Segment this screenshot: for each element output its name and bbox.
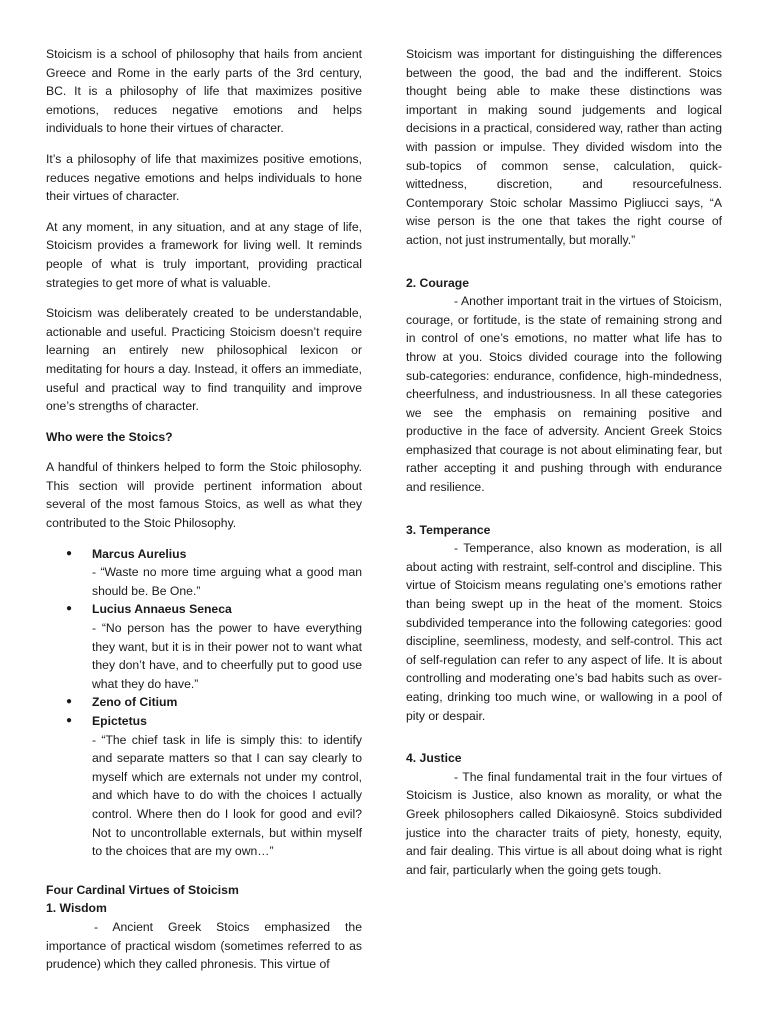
who-heading: Who were the Stoics? (46, 429, 173, 444)
intro-paragraph-4: Stoicism was deliberately created to be understandable, actionable and useful. Practicing Stoicism doesn’t require learning an entirely new philosophical lexicon or meditating for hours a day. Instead, it offers an immediate, useful and practical way to find tranquility and improve one’s strengths of character. (46, 306, 362, 414)
intro-paragraph-2: It’s a philosophy of life that maximizes positive emotions, reduces negative emotions and helps individuals to hone their virtues of character. (46, 151, 362, 204)
stoic-name: Lucius Annaeus Seneca (92, 602, 232, 617)
bullet-icon: ● (66, 603, 73, 615)
stoic-name: Epictetus (92, 714, 147, 728)
list-item (46, 600, 362, 693)
list-item (46, 693, 362, 712)
list-item (46, 545, 362, 601)
intro-paragraph-1: Stoicism is a school of philosophy that hails from ancient Greece and Rome in the early parts of the 3rd century, BC. It is a philosophy of life that maximizes positive emotions, reduces negative emotions and helps individuals to hone their virtues of character. (46, 47, 362, 136)
temperance-text: - Temperance, also known as moderation, is all about acting with restraint, self-control and discipline. This virtue of Stoicism means regulating one’s emotions rather than being swept up in the heat of the moment. Stoics subdivided temperance into the following categories: good discipline, seemliness, modesty, and self-control. This act of self-regulation can refer to any aspect of life. It is about controlling and moderating one’s bad habits such as over-eating, drinking too much wine, or wallowing in a pool of pity or despair. (406, 541, 722, 723)
stoic-name: Zeno of Citium (92, 695, 178, 710)
stoic-quote: - “The chief task in life is simply this: to identify and separate matters so that I can say clearly to myself which are externals not under my control, and which have to do with the choices I actually control. Where then do I look for good and evil? Not to uncontrollable externals, but within myself to the choices that are my own…” (92, 732, 362, 859)
courage-text: - Another important trait in the virtues of Stoicism, courage, or fortitude, is the state of remaining strong and in control of one’s emotions, no matter what life has to throw at you. Stoics divided courage into the following sub-categories: endurance, confidence, high-mindedness, cheerfulness, and industriousness. In all these categories we see the emphasis on remaining positive and productive in the face of adversity. Ancient Greek Stoics emphasized that courage is not about eliminating fear, but rather accepting it and pushing through with endurance and resilience. (406, 294, 722, 495)
stoic-quote: - “Waste no more time arguing what a good man should be. Be One.” (92, 565, 362, 598)
wisdom-text-left: - Ancient Greek Stoics emphasized the importance of practical wisdom (sometimes referred to as prudence) which they called phronesis. This virtue of (46, 919, 362, 972)
right-column (406, 45, 722, 903)
justice-title: 4. Justice (406, 751, 462, 766)
intro-paragraph-3: At any moment, in any situation, and at any stage of life, Stoicism provides a framework for living well. It reminds people of what is truly important, providing practical strategies to get more of what is valuable. (46, 219, 362, 290)
wisdom-title: 1. Wisdom (46, 901, 107, 916)
bullet-icon: ● (66, 547, 73, 559)
stoics-list (46, 545, 362, 861)
temperance-title: 3. Temperance (406, 522, 491, 537)
stoic-name: Marcus Aurelius (92, 546, 187, 561)
who-paragraph: A handful of thinkers helped to form the Stoic philosophy. This section will provide pertinent information about several of the most famous Stoics, as well as what they contributed to the Stoic Philosophy. (46, 460, 362, 531)
bullet-icon: ● (66, 715, 73, 726)
courage-title: 2. Courage (406, 275, 469, 290)
justice-text: - The final fundamental trait in the four virtues of Stoicism is Justice, also known as morality, or what the Greek philosophers called Dikaiosynê. Stoics subdivided justice into the character traits of piety, honesty, equity, and fair dealing. This virtue is all about doing what is right and fair, particularly when the going gets tough. (406, 769, 722, 877)
list-item (46, 712, 362, 861)
left-column (46, 45, 362, 974)
bullet-icon: ● (66, 696, 73, 708)
stoic-quote: - “No person has the power to have everything they want, but it is in their power not to want what they don’t have, and to cheerfully put to good use what they do have.” (92, 621, 362, 691)
virtues-heading: Four Cardinal Virtues of Stoicism (46, 882, 239, 897)
wisdom-text-right: Stoicism was important for distinguishing the differences between the good, the bad and the indifferent. Stoics thought being able to make these distinctions was important in making sound judgements and logical decisions in a practical, considered way, rather than acting with passion or impulse. They divided wisdom into the sub-topics of common sense, calculation, quick-wittedness, discretion, and resourcefulness. Contemporary Stoic scholar Massimo Pigliucci says, “A wise person is the one that takes the right course of action, not just instrumentally, but morally.” (406, 47, 722, 247)
